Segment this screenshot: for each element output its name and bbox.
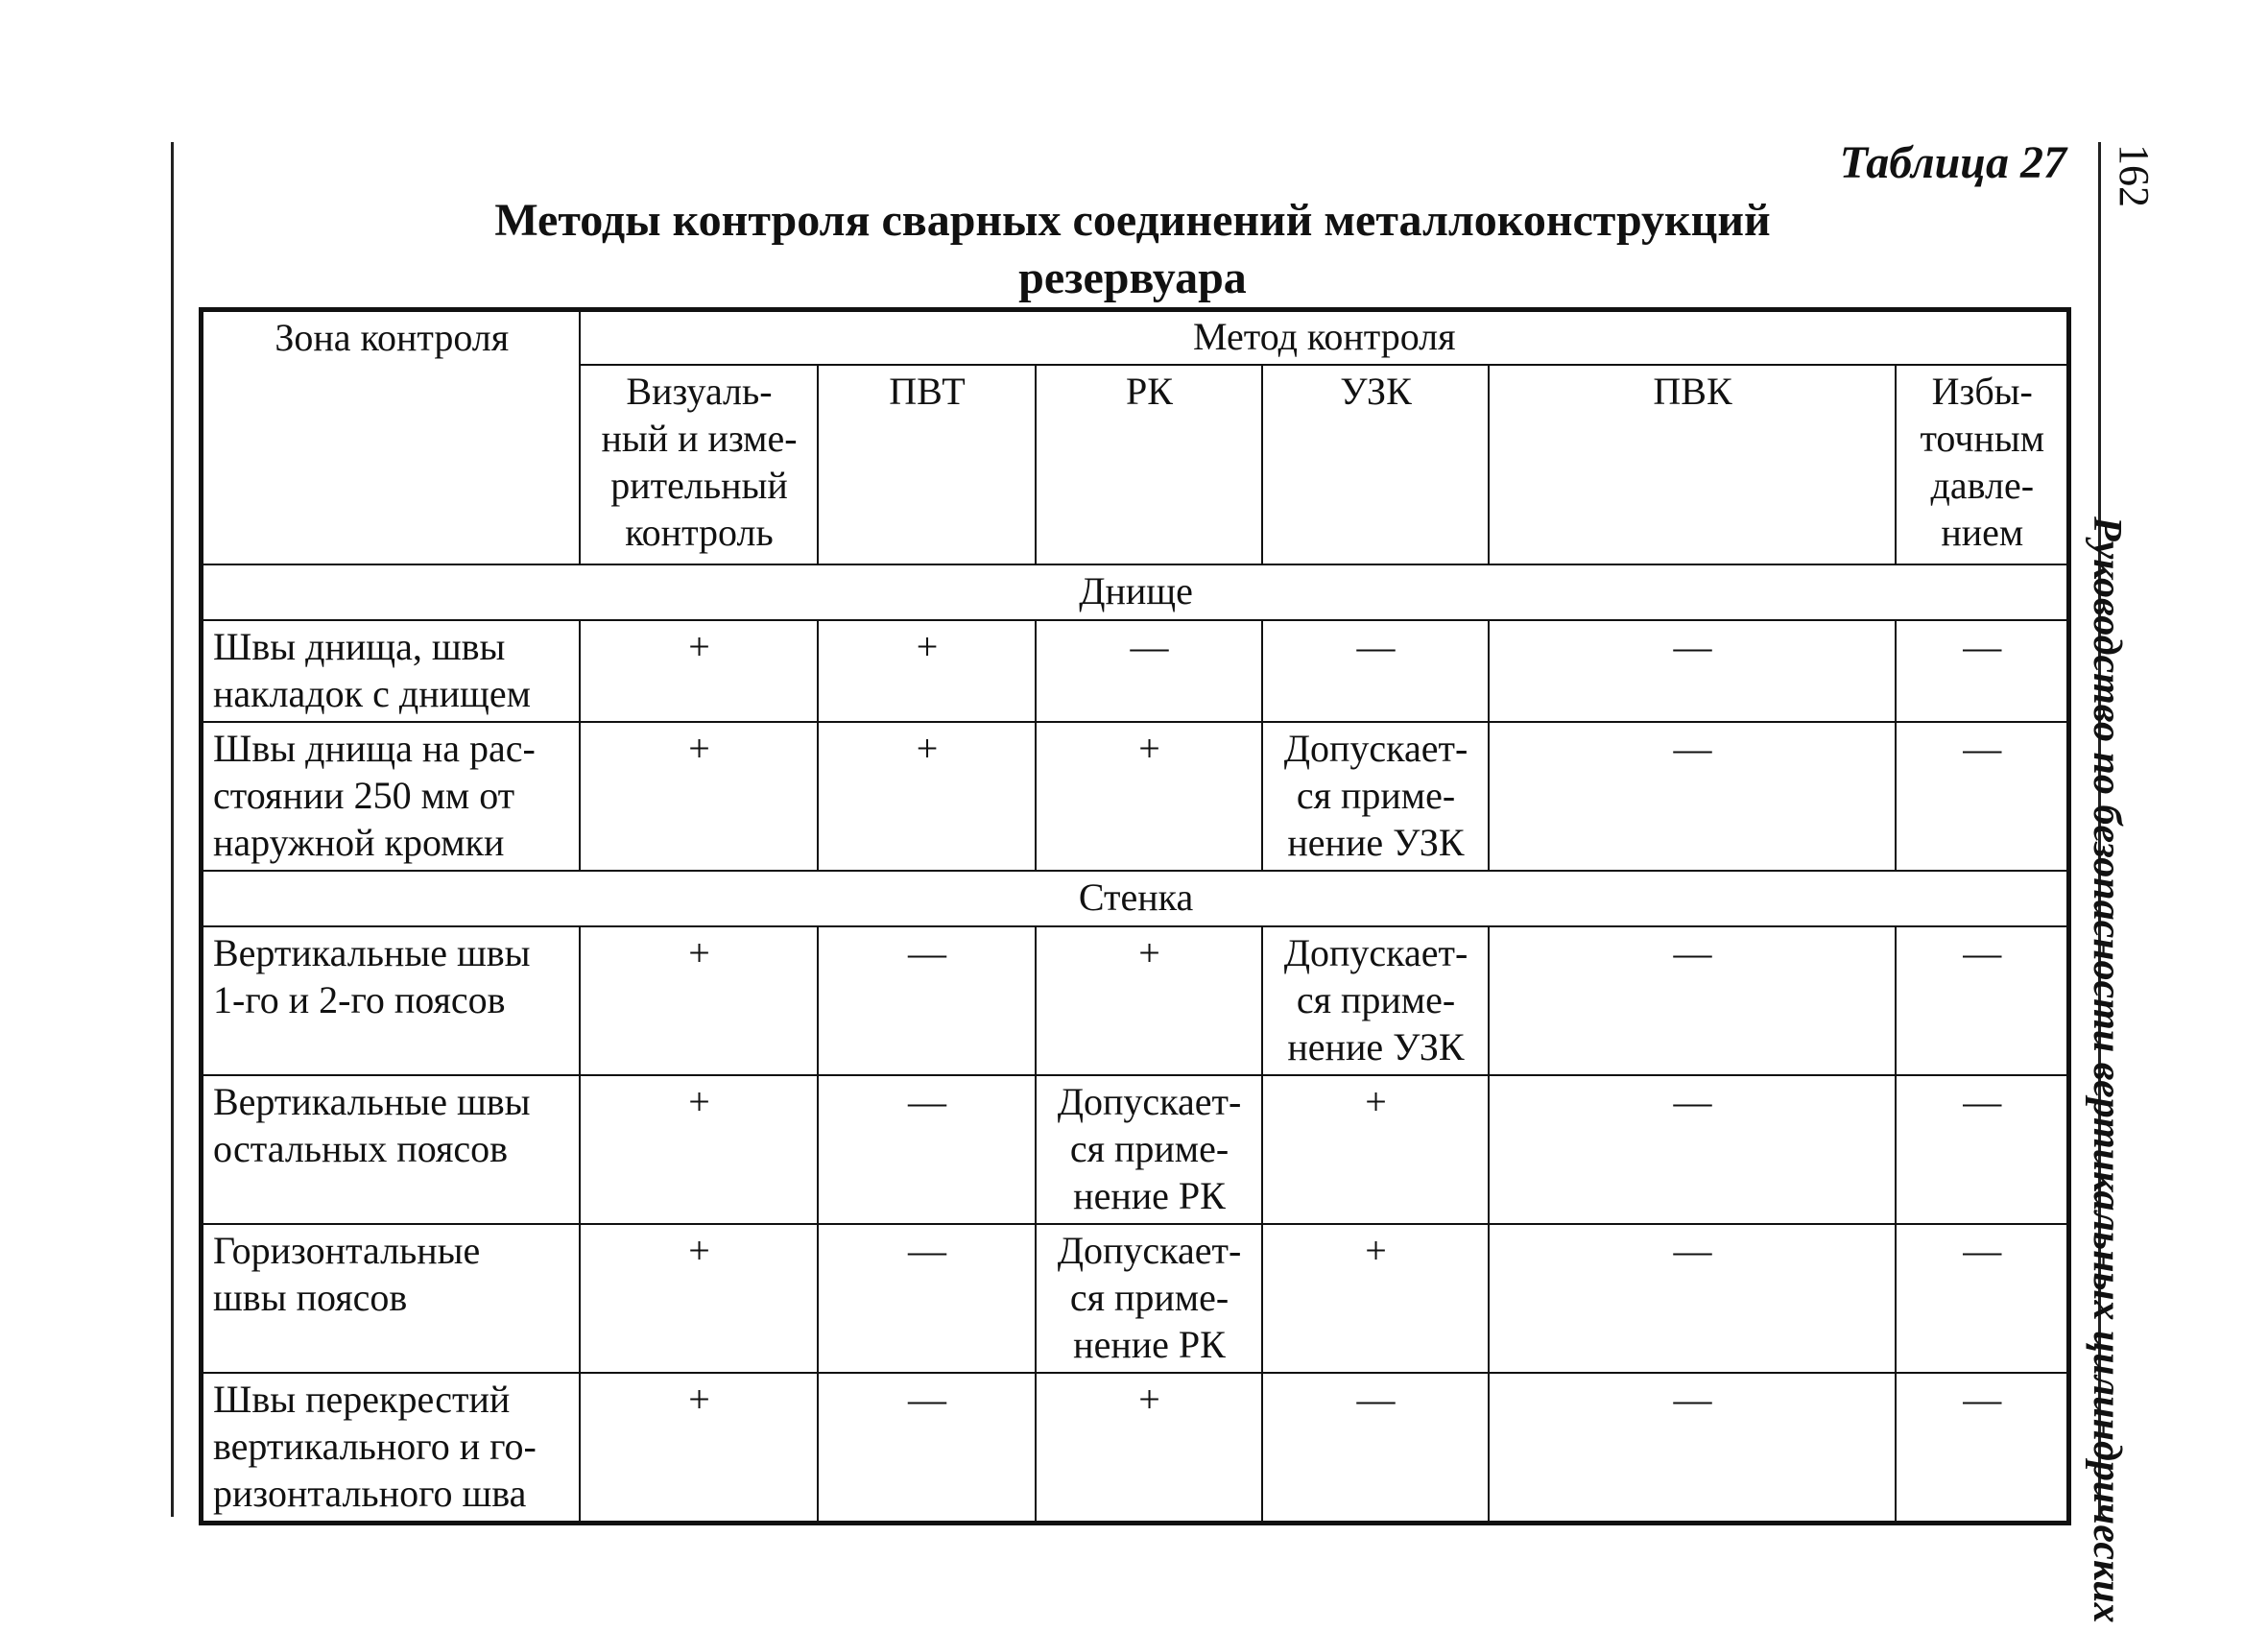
zone-cell-line: Вертикальные швы [213,931,531,974]
method-cell [1262,722,1489,871]
method-cell-line: ся приме- [1069,1127,1229,1170]
zone-cell-line: стоянии 250 мм от [213,774,515,817]
method-cell-line: + [1138,1378,1160,1421]
header-method-column [580,365,818,564]
method-cell [818,926,1036,1075]
zone-cell-line: остальных поясов [213,1127,508,1170]
header-method-column-line: УЗК [1340,370,1412,413]
zone-cell-line: Горизонтальные [213,1229,481,1272]
method-cell-line: + [916,727,939,770]
header-method-column-line: точным [1920,417,2045,460]
table-label: Таблица 27 [1839,137,2066,188]
method-cell-line: — [1963,1080,2002,1123]
method-cell-line: + [688,1378,710,1421]
zone-cell-line: накладок с днищем [213,672,531,715]
header-method-column-line: нием [1941,511,2024,554]
method-cell [818,1075,1036,1224]
header-zone: Зона контроля [202,310,580,565]
zone-cell-line: Швы днища на рас- [213,727,536,770]
table-title-line-1: Методы контроля сварных соединений металлоконструкций [494,195,1771,246]
method-cell [580,1373,818,1524]
method-cell [1489,1075,1896,1224]
header-method-column-line: ный и изме- [601,417,798,460]
header-method-column [1036,365,1262,564]
method-cell [1489,1224,1896,1373]
page-number: 162 [2111,144,2158,207]
header-method-column-line: РК [1126,370,1173,413]
header-method-column [1896,365,2069,564]
method-cell-line: + [1138,727,1160,770]
zone-cell-line: ризонтального шва [213,1472,527,1515]
method-cell-line: — [1673,625,1712,668]
method-cell-line: + [1138,931,1160,974]
method-cell [1489,722,1896,871]
method-cell [1489,620,1896,722]
method-cell [1262,926,1489,1075]
zone-cell [202,722,580,871]
method-cell-line: — [1673,1229,1712,1272]
method-cell [818,620,1036,722]
zone-cell [202,1075,580,1224]
running-head: Руководство по безопасности вертикальных цилиндрических [2085,516,2129,1623]
method-cell-line: + [688,727,710,770]
section-row [202,871,2069,926]
method-cell-line: нение РК [1073,1323,1226,1366]
method-cell [1896,620,2069,722]
zone-cell [202,926,580,1075]
zone-cell-line: Вертикальные швы [213,1080,531,1123]
header-method-column-line: контроль [625,511,774,554]
method-cell-line: — [1130,625,1169,668]
method-cell [818,1373,1036,1524]
method-cell-line: Допускает- [1283,727,1468,770]
header-method-column-line: Избы- [1931,370,2033,413]
method-cell [1036,1373,1262,1524]
method-cell-line: — [1963,625,2002,668]
header-method: Метод контроля [580,310,2069,366]
method-cell [1896,722,2069,871]
method-cell [1262,620,1489,722]
method-cell-line: — [1963,931,2002,974]
zone-cell-line: Швы днища, швы [213,625,506,668]
method-cell-line: — [1673,1080,1712,1123]
section-row [202,564,2069,620]
method-cell [1036,1224,1262,1373]
method-cell-line: Допускает- [1057,1080,1242,1123]
table-row [202,1075,2069,1224]
table-title [197,192,2068,307]
method-cell [1489,1373,1896,1524]
table-row [202,1224,2069,1373]
method-cell-line: — [1673,1378,1712,1421]
method-cell-line: — [1963,1229,2002,1272]
zone-cell [202,620,580,722]
method-cell [580,620,818,722]
method-cell-line: Допускает- [1283,931,1468,974]
method-cell [1036,926,1262,1075]
method-cell-line: — [1356,625,1396,668]
header-row-1 [202,310,2069,366]
method-cell-line: + [688,1229,710,1272]
method-cell-line: Допускает- [1057,1229,1242,1272]
header-method-column-line: ПВК [1653,370,1732,413]
header-method-column [1262,365,1489,564]
method-cell [1262,1075,1489,1224]
method-cell [1036,1075,1262,1224]
zone-cell-line: 1-го и 2-го поясов [213,978,506,1021]
method-cell-line: + [916,625,939,668]
table-title-line-2: резервуара [1018,252,1247,303]
left-margin-rule [171,142,174,1517]
method-cell [1036,722,1262,871]
method-cell-line: + [688,1080,710,1123]
method-cell-line: ся приме- [1296,978,1456,1021]
method-cell [1262,1224,1489,1373]
header-method-column-line: Визуаль- [626,370,773,413]
method-cell-line: + [688,931,710,974]
method-cell-line: нение УЗК [1287,821,1465,864]
method-cell [1896,926,2069,1075]
method-cell [1262,1373,1489,1524]
method-cell-line: ся приме- [1296,774,1456,817]
method-cell [818,722,1036,871]
zone-cell-line: наружной кромки [213,821,505,864]
method-cell-line: — [908,1378,946,1421]
method-cell-line: — [908,931,946,974]
method-cell-line: нение УЗК [1287,1025,1465,1068]
table-row [202,620,2069,722]
method-cell-line: — [908,1229,946,1272]
header-method-column [818,365,1036,564]
method-cell-line: — [1963,1378,2002,1421]
method-cell [1036,620,1262,722]
zone-cell-line: вертикального и го- [213,1425,537,1468]
section-title: Стенка [202,871,2069,926]
method-cell-line: — [1356,1378,1396,1421]
header-method-column-line: давле- [1930,464,2035,507]
method-cell [1896,1075,2069,1224]
methods-table [199,307,2071,1525]
method-cell [580,1075,818,1224]
method-cell-line: — [908,1080,946,1123]
method-cell [580,1224,818,1373]
header-method-column [1489,365,1896,564]
table-row [202,722,2069,871]
method-cell [818,1224,1036,1373]
zone-cell-line: Швы перекрестий [213,1378,511,1421]
zone-cell [202,1373,580,1524]
zone-cell [202,1224,580,1373]
table-row [202,926,2069,1075]
zone-cell-line: швы поясов [213,1276,408,1319]
header-method-column-line: рительный [610,464,788,507]
method-cell-line: нение РК [1073,1174,1226,1217]
method-cell [580,722,818,871]
method-cell [1896,1373,2069,1524]
method-cell [1489,926,1896,1075]
section-title: Днище [202,564,2069,620]
method-cell-line: + [1365,1229,1387,1272]
method-cell-line: — [1963,727,2002,770]
method-cell [1896,1224,2069,1373]
method-cell-line: — [1673,931,1712,974]
method-cell-line: ся приме- [1069,1276,1229,1319]
method-cell-line: — [1673,727,1712,770]
method-cell-line: + [1365,1080,1387,1123]
method-cell [580,926,818,1075]
header-method-column-line: ПВТ [889,370,966,413]
table-row [202,1373,2069,1524]
method-cell-line: + [688,625,710,668]
